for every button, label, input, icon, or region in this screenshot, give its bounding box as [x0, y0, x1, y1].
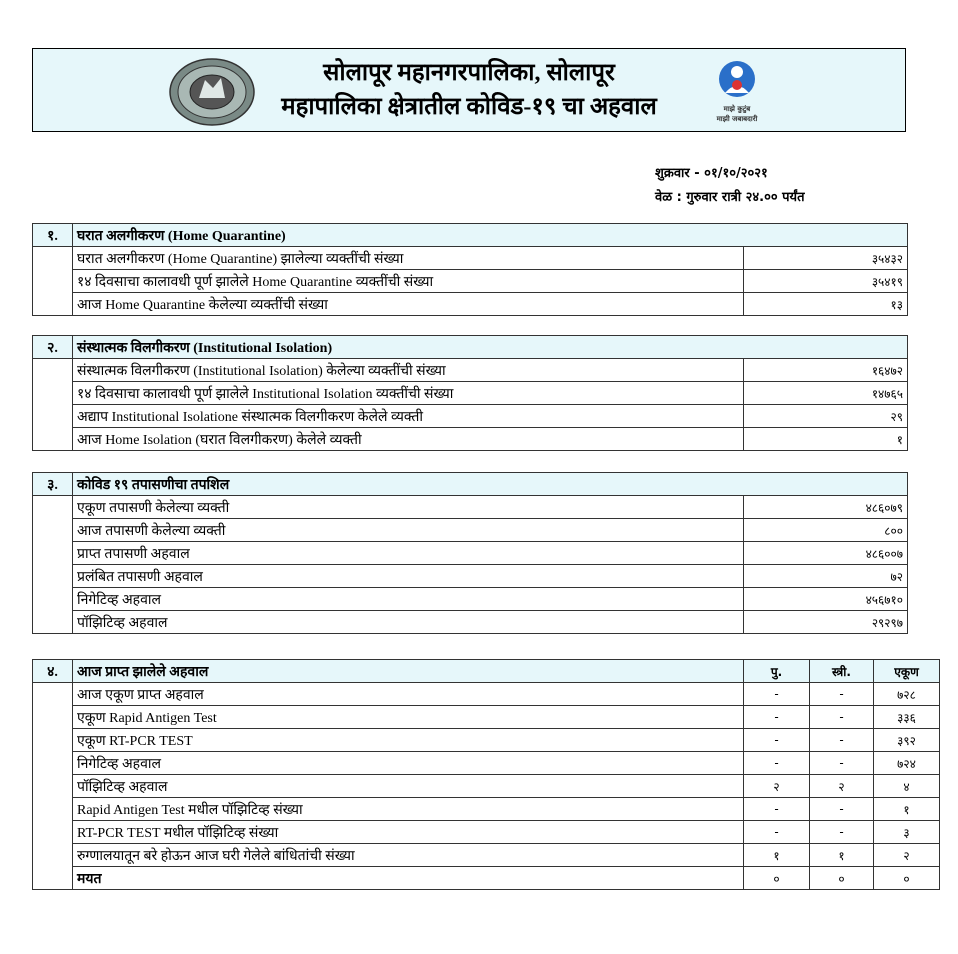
table-row [33, 611, 908, 634]
row-label: एकूण तपासणी केलेल्या व्यक्ती [73, 496, 744, 519]
row-value: ४५६७१० [744, 588, 908, 611]
row-label: निगेटिव्ह अहवाल [73, 588, 744, 611]
section-number: १. [33, 224, 73, 247]
table-row [33, 405, 908, 428]
table-row [33, 565, 908, 588]
row-male: ० [744, 867, 810, 890]
table-row [33, 844, 940, 867]
row-male: - [744, 798, 810, 821]
row-label: रुग्णालयातून बरे होऊन आज घरी गेलेले बांधितांची संख्या [73, 844, 744, 867]
table-row [33, 542, 908, 565]
section-title: कोविड १९ तपासणीचा तपशिल [73, 473, 908, 496]
table-row [33, 706, 940, 729]
table-row [33, 867, 940, 890]
row-male: २ [744, 775, 810, 798]
row-male: १ [744, 844, 810, 867]
row-value: ८०० [744, 519, 908, 542]
row-total: ३९२ [874, 729, 940, 752]
row-value: ३५४१९ [744, 270, 908, 293]
section-title: घरात अलगीकरण (Home Quarantine) [73, 224, 908, 247]
section-title: संस्थात्मक विलगीकरण (Institutional Isolation) [73, 336, 908, 359]
row-value: २९ [744, 405, 908, 428]
report-header [32, 48, 906, 132]
row-label: १४ दिवसाचा कालावधी पूर्ण झालेले Institutional Isolation व्यक्तींची संख्या [73, 382, 744, 405]
row-value: १६४७२ [744, 359, 908, 382]
section-number: २. [33, 336, 73, 359]
row-label: आज एकूण प्राप्त अहवाल [73, 683, 744, 706]
col-header-female: स्त्री. [810, 660, 874, 683]
section-header [33, 224, 908, 247]
report-title-line2: महापालिका क्षेत्रातील कोविड-१९ चा अहवाल [281, 94, 657, 120]
row-total: १ [874, 798, 940, 821]
row-label: आज Home Isolation (घरात विलगीकरण) केलेले व्यक्ती [73, 428, 744, 451]
row-total: ० [874, 867, 940, 890]
row-label: आज तपासणी केलेल्या व्यक्ती [73, 519, 744, 542]
table-row [33, 382, 908, 405]
section-number: ४. [33, 660, 73, 683]
report-date: शुक्रवार - ०१/१०/२०२१ [655, 166, 768, 181]
row-label: प्रलंबित तपासणी अहवाल [73, 565, 744, 588]
row-female: - [810, 798, 874, 821]
row-male: - [744, 683, 810, 706]
row-female: २ [810, 775, 874, 798]
section-home-quarantine [32, 223, 908, 316]
row-male: - [744, 752, 810, 775]
row-label: पॉझिटिव्ह अहवाल [73, 775, 744, 798]
row-label: एकूण Rapid Antigen Test [73, 706, 744, 729]
row-label: निगेटिव्ह अहवाल [73, 752, 744, 775]
row-value: १ [744, 428, 908, 451]
col-header-male: पु. [744, 660, 810, 683]
report-title-line1: सोलापूर महानगरपालिका, सोलापूर [323, 60, 615, 86]
row-female: - [810, 752, 874, 775]
row-label: Rapid Antigen Test मधील पॉझिटिव्ह संख्या [73, 798, 744, 821]
section-header [33, 336, 908, 359]
table-row [33, 293, 908, 316]
row-female: - [810, 729, 874, 752]
table-row [33, 729, 940, 752]
row-label: घरात अलगीकरण (Home Quarantine) झालेल्या व्यक्तींची संख्या [73, 247, 744, 270]
table-row [33, 428, 908, 451]
row-male: - [744, 821, 810, 844]
section-header [33, 473, 908, 496]
table-row [33, 821, 940, 844]
table-row [33, 775, 940, 798]
table-row [33, 798, 940, 821]
row-value: ४८६०७९ [744, 496, 908, 519]
table-row [33, 496, 908, 519]
row-total: ३ [874, 821, 940, 844]
col-header-total: एकूण [874, 660, 940, 683]
row-label: अद्याप Institutional Isolatione संस्थात्मक विलगीकरण केलेले व्यक्ती [73, 405, 744, 428]
row-male: - [744, 729, 810, 752]
row-female: १ [810, 844, 874, 867]
table-row [33, 752, 940, 775]
logo-caption-1: माझे कुटुंब [723, 105, 751, 113]
row-total: ४ [874, 775, 940, 798]
report-time: वेळ : गुरुवार रात्री २४.०० पर्यंत [655, 190, 805, 205]
table-row [33, 247, 908, 270]
row-total: २ [874, 844, 940, 867]
campaign-logo [701, 57, 773, 127]
section-header [33, 660, 940, 683]
row-label: RT-PCR TEST मधील पॉझिटिव्ह संख्या [73, 821, 744, 844]
row-female: - [810, 683, 874, 706]
section-covid-testing [32, 472, 908, 634]
row-label: पॉझिटिव्ह अहवाल [73, 611, 744, 634]
row-male: - [744, 706, 810, 729]
row-value: ७२ [744, 565, 908, 588]
row-label: आज Home Quarantine केलेल्या व्यक्तींची संख्या [73, 293, 744, 316]
row-value: १४७६५ [744, 382, 908, 405]
row-female: - [810, 706, 874, 729]
table-row [33, 519, 908, 542]
row-label: प्राप्त तपासणी अहवाल [73, 542, 744, 565]
row-value: ३५४३२ [744, 247, 908, 270]
row-value: १३ [744, 293, 908, 316]
table-row [33, 683, 940, 706]
row-value: ४८६००७ [744, 542, 908, 565]
row-total: ७२४ [874, 752, 940, 775]
row-label: एकूण RT-PCR TEST [73, 729, 744, 752]
row-total: ७२८ [874, 683, 940, 706]
row-female: - [810, 821, 874, 844]
logo-caption-2: माझी जबाबदारी [716, 115, 758, 123]
section-number: ३. [33, 473, 73, 496]
section-institutional-isolation [32, 335, 908, 451]
family-responsibility-icon [701, 57, 773, 107]
row-value: २९२९७ [744, 611, 908, 634]
row-label: संस्थात्मक विलगीकरण (Institutional Isolation) केलेल्या व्यक्तींची संख्या [73, 359, 744, 382]
table-row [33, 270, 908, 293]
table-row [33, 359, 908, 382]
row-total: ३३६ [874, 706, 940, 729]
row-label: मयत [73, 867, 744, 890]
section-title: आज प्राप्त झालेले अहवाल [73, 660, 744, 683]
table-row [33, 588, 908, 611]
row-label: १४ दिवसाचा कालावधी पूर्ण झालेले Home Quarantine व्यक्तींची संख्या [73, 270, 744, 293]
row-female: ० [810, 867, 874, 890]
section-today-reports [32, 659, 940, 890]
